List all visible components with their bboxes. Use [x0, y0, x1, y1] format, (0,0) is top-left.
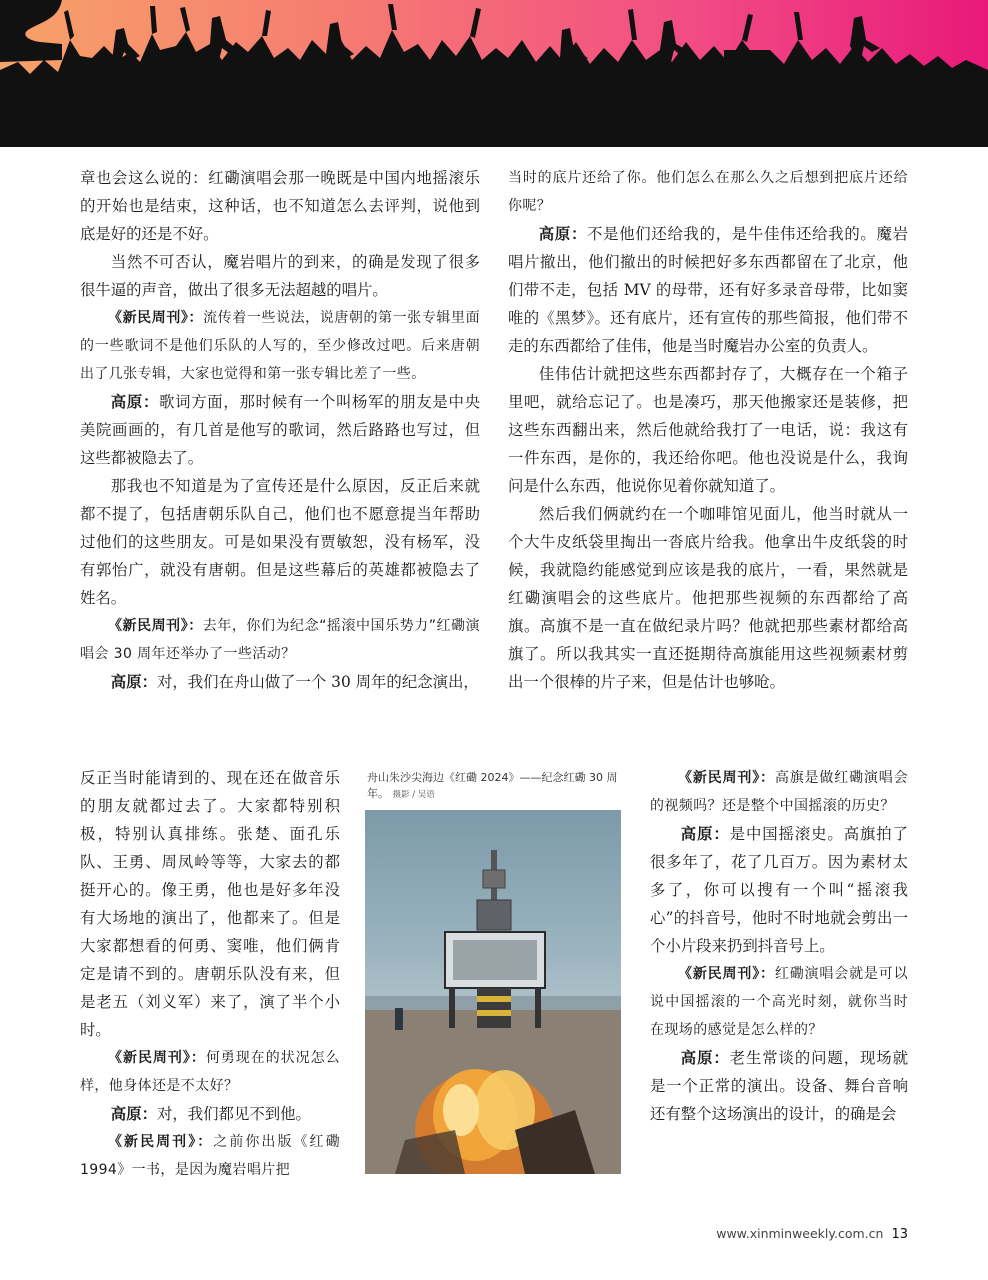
photo-credit: 摄影 / 吴语	[392, 790, 435, 800]
paragraph	[650, 820, 908, 960]
paragraph-text: 何勇现在的状况怎么样，他身体还是不太好？	[80, 1050, 340, 1094]
speaker-label: 《新民周刊》：	[108, 1050, 206, 1066]
speaker-label: 高原：	[110, 1105, 157, 1123]
header-banner	[0, 0, 988, 147]
paragraph-text: 是中国摇滚史。高旗拍了很多年了，花了几百万。因为素材太多了，你可以搜有一个叫“摇滚我心”的抖音号，他时不时地就会剪出一个小片段来扔到抖音号上。	[650, 825, 908, 955]
paragraph-text: 老生常谈的问题，现场就是一个正常的演出。设备、舞台音响还有整个这场演出的设计，的确是会	[650, 1049, 908, 1123]
paragraph	[508, 360, 908, 500]
speaker-label: 《新民周刊》：	[108, 1134, 214, 1150]
speaker-label: 《新民周刊》：	[678, 966, 775, 982]
speaker-label: 高原：	[680, 825, 730, 843]
paragraph-text: 章也会这么说的：红磡演唱会那一晚既是中国内地摇滚乐的开始也是结束，这种话，也不知道怎么去评判，说他到底是好的还是不好。	[80, 169, 480, 243]
right-column	[508, 164, 908, 696]
paragraph	[508, 220, 908, 360]
paragraph	[80, 612, 480, 668]
paragraph	[80, 164, 480, 248]
paragraph	[80, 248, 480, 304]
paragraph	[80, 472, 480, 612]
paragraph-text: 歌词方面，那时候有一个叫杨军的朋友是中央美院画画的，有几首是他写的歌词，然后路路也写过，但这些都被隐去了。	[80, 393, 480, 467]
paragraph	[650, 1044, 908, 1128]
paragraph	[80, 1044, 340, 1100]
paragraph-text: 之前你出版《红磡 1994》一书，是因为魔岩唱片把	[80, 1134, 340, 1178]
paragraph-text: 不是他们还给我的，是牛佳伟还给我的。魔岩唱片撤出，他们撤出的时候把好多东西都留在了北京，他们带不走，包括 MV 的母带，还有好多录音母带，比如窦唯的《黑梦》。还有底片，还有宣传的那些简报，他们带不走的东西都给了佳伟，他是当时魔岩办公室的负责人。	[508, 225, 908, 355]
paragraph	[650, 960, 908, 1044]
speaker-label: 《新民周刊》：	[108, 618, 203, 634]
paragraph-text: 然后我们俩就约在一个咖啡馆见面儿，他当时就从一个大牛皮纸袋里掏出一沓底片给我。他拿出牛皮纸袋的时候，我就隐约能感觉到应该是我的底片，一看，果然就是红磡演唱会的这些底片。他把那些视频的东西都给了高旗。高旗不是一直在做纪录片吗？他就把那些素材都给高旗了。所以我其实一直还挺期待高旗能用这些视频素材剪出一个很棒的片子来，但是估计也够呛。	[508, 505, 908, 691]
paragraph-text: 佳伟估计就把这些东西都封存了，大概存在一个箱子里吧，就给忘记了。也是凑巧，那天他搬家还是装修，把这些东西翻出来，然后他就给我打了一电话，说：我这有一件东西，是你的，我还给你吧。他也没说是什么，我询问是什么东西，他说你见着你就知道了。	[508, 365, 908, 495]
paragraph-text: 反正当时能请到的、现在还在做音乐的朋友就都过去了。大家都特别积极，特别认真排练。张楚、面孔乐队、王勇、周凤岭等等，大家去的都挺开心的。像王勇，他也是好多年没有大场地的演出了，他都来了。但是大家都想看的何勇、窦唯，他们俩肯定是请不到的。唐朝乐队没有来，但是老五（刘义军）来了，演了半个小时。	[80, 769, 340, 1039]
paragraph	[80, 668, 480, 696]
paragraph-text: 对，我们在舟山做了一个 30 周年的纪念演出，	[156, 673, 479, 691]
beach-installation-photo	[365, 810, 621, 1174]
paragraph-text: 当时的底片还给了你。他们怎么在那么久之后想到把底片还给你呢？	[508, 170, 908, 214]
paragraph-text: 那我也不知道是为了宣传还是什么原因，反正后来就都不提了，包括唐朝乐队自己，他们也不愿意提当年帮助过他们的这些朋友。可是如果没有贾敏恕，没有杨军，没有郭怡广，就没有唐朝。但是这些幕后的英雄都被隐去了姓名。	[80, 477, 480, 607]
photo-caption	[367, 770, 629, 803]
page-footer	[716, 1226, 908, 1242]
paragraph-text: 流传着一些说法，说唐朝的第一张专辑里面的一些歌词不是他们乐队的人写的，至少修改过吧。后来唐朝出了几张专辑，大家也觉得和第一张专辑比差了一些。	[80, 310, 480, 382]
paragraph	[80, 388, 480, 472]
speaker-label: 高原：	[538, 225, 588, 243]
paragraph	[80, 1100, 340, 1128]
paragraph-text: 红磡演唱会就是可以说中国摇滚的一个高光时刻，就你当时在现场的感觉是怎么样的？	[650, 966, 908, 1038]
caption-text: 舟山朱沙尖海边《红磡 2024》——纪念红磡 30 周年。	[367, 771, 618, 800]
speaker-label: 《新民周刊》：	[108, 310, 204, 326]
beach-tower-illustration	[365, 810, 621, 1174]
paragraph-text: 当然不可否认，魔岩唱片的到来，的确是发现了很多很牛逼的声音，做出了很多无法超越的唱片。	[80, 253, 480, 299]
speaker-label: 高原：	[110, 393, 160, 411]
site-url: www.xinminweekly.com.cn	[716, 1226, 884, 1241]
page-number: 13	[891, 1227, 908, 1242]
crowd-silhouette-illustration	[0, 0, 988, 147]
paragraph	[80, 764, 340, 1044]
paragraph-text: 去年，你们为纪念“摇滚中国乐势力”红磡演唱会 30 周年还举办了一些活动？	[80, 618, 480, 662]
paragraph-text: 对，我们都见不到他。	[156, 1105, 311, 1123]
paragraph	[80, 1128, 340, 1184]
speaker-label: 高原：	[110, 673, 157, 691]
paragraph-text: 高旗是做红磡演唱会的视频吗？还是整个中国摇滚的历史？	[650, 770, 908, 814]
speaker-label: 高原：	[680, 1049, 730, 1067]
left-column	[80, 164, 480, 696]
right-lower-column	[650, 764, 908, 1128]
left-lower-column	[80, 764, 340, 1184]
paragraph	[508, 164, 908, 220]
paragraph	[650, 764, 908, 820]
paragraph	[508, 500, 908, 696]
paragraph	[80, 304, 480, 388]
speaker-label: 《新民周刊》：	[678, 770, 775, 786]
